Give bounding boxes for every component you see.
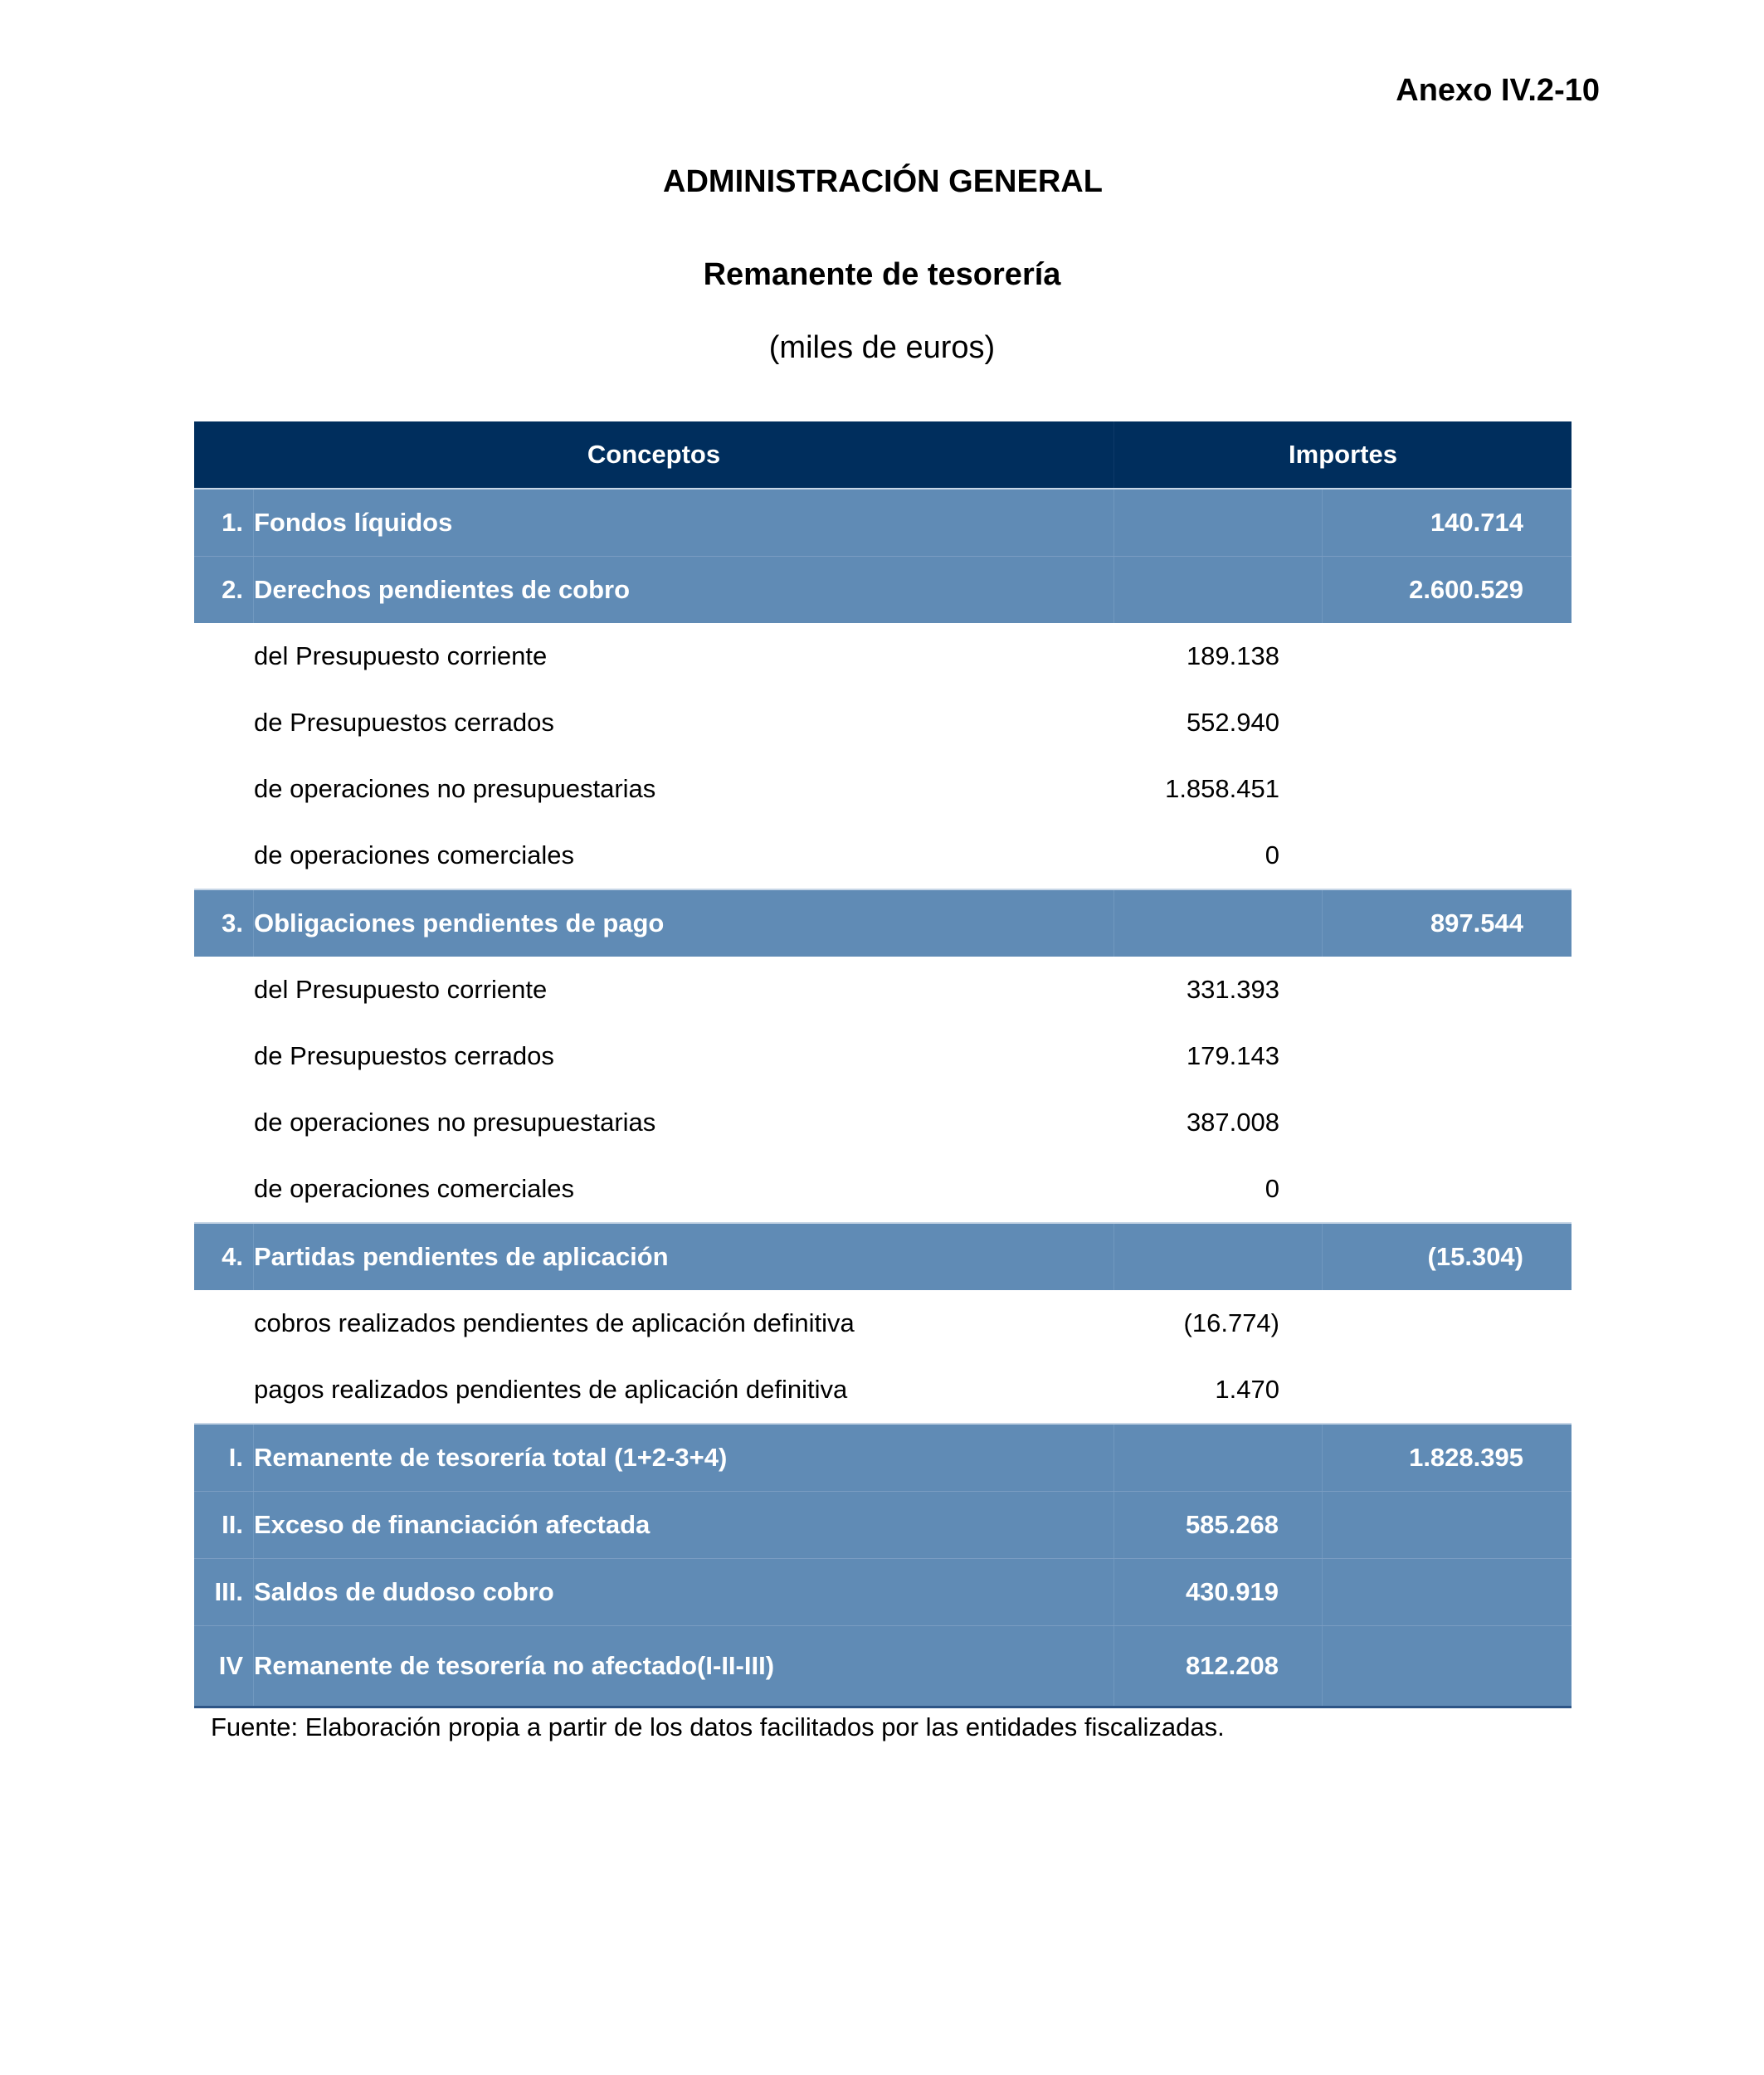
- row-partial-amount: [1114, 1425, 1323, 1491]
- row-total-amount: 1.828.395: [1409, 1443, 1523, 1472]
- row-partial-amount: 1.858.451: [1165, 774, 1279, 803]
- row-number: III.: [194, 1559, 254, 1625]
- header-amounts: Importes: [1289, 440, 1397, 469]
- row-number: 2.: [194, 557, 254, 623]
- row-number: [194, 756, 254, 822]
- table-detail-row: [194, 1023, 1572, 1089]
- row-partial-amount: 812.208: [1114, 1626, 1323, 1706]
- row-total-amount: 897.544: [1430, 908, 1523, 938]
- row-concept: Obligaciones pendientes de pago: [254, 890, 1114, 957]
- row-number: I.: [194, 1425, 254, 1491]
- table-header-row: [194, 421, 1572, 488]
- table-section-row: [194, 1222, 1572, 1290]
- units-label: (miles de euros): [768, 330, 996, 365]
- annex-label: Anexo IV.2-10: [1396, 73, 1600, 108]
- row-concept: de operaciones no presupuestarias: [254, 774, 656, 803]
- row-partial-amount: 1.470: [1215, 1375, 1279, 1404]
- row-total-amount: [1323, 689, 1572, 756]
- table-detail-row: [194, 1290, 1572, 1357]
- row-concept: del Presupuesto corriente: [254, 641, 548, 670]
- table-title: Remanente de tesorería: [703, 257, 1061, 292]
- row-number: [194, 957, 254, 1023]
- row-partial-amount: 387.008: [1186, 1108, 1279, 1137]
- row-concept: de operaciones no presupuestarias: [254, 1108, 656, 1137]
- row-partial-amount: 189.138: [1186, 641, 1279, 670]
- row-number: [194, 1357, 254, 1423]
- row-number: II.: [194, 1492, 254, 1558]
- row-total-amount: [1323, 1357, 1572, 1423]
- table-section-row: [194, 889, 1572, 957]
- table-detail-row: [194, 957, 1572, 1023]
- table-detail-row: [194, 1089, 1572, 1156]
- row-total-amount: [1323, 1089, 1572, 1156]
- row-total-amount: [1323, 1492, 1572, 1558]
- row-number: [194, 1089, 254, 1156]
- row-total-amount: [1323, 623, 1572, 689]
- row-partial-amount: [1114, 1224, 1323, 1290]
- header-concepts: Conceptos: [194, 421, 1114, 488]
- row-number: [194, 1023, 254, 1089]
- row-concept: cobros realizados pendientes de aplicación definitiva: [254, 1308, 855, 1337]
- row-number: [194, 822, 254, 889]
- row-number: [194, 623, 254, 689]
- row-concept: de operaciones comerciales: [254, 1174, 574, 1203]
- page-title: ADMINISTRACIÓN GENERAL: [663, 164, 1103, 199]
- row-partial-amount: (16.774): [1183, 1308, 1279, 1337]
- treasury-remainder-table: [194, 421, 1572, 1708]
- row-partial-amount: 552.940: [1186, 708, 1279, 737]
- row-total-amount: 140.714: [1430, 508, 1523, 537]
- row-number: [194, 1290, 254, 1357]
- row-number: 1.: [194, 490, 254, 556]
- source-note: Fuente: Elaboración propia a partir de los datos facilitados por las entidades fiscalizadas.: [211, 1712, 1225, 1741]
- row-partial-amount: 179.143: [1186, 1041, 1279, 1070]
- row-number: 3.: [194, 890, 254, 957]
- table-detail-row: [194, 756, 1572, 822]
- row-total-amount: [1323, 957, 1572, 1023]
- row-concept: de Presupuestos cerrados: [254, 708, 554, 737]
- table-section-row: [194, 488, 1572, 556]
- table-section-row: [194, 1625, 1572, 1708]
- row-partial-amount: [1114, 557, 1323, 623]
- table-detail-row: [194, 822, 1572, 889]
- row-concept: de operaciones comerciales: [254, 840, 574, 869]
- table-detail-row: [194, 1156, 1572, 1222]
- row-total-amount: [1323, 1290, 1572, 1357]
- table-detail-row: [194, 1357, 1572, 1423]
- row-partial-amount: [1114, 890, 1323, 957]
- table-body: [194, 488, 1572, 1708]
- row-partial-amount: 0: [1265, 840, 1279, 869]
- row-concept: Derechos pendientes de cobro: [254, 557, 1114, 623]
- row-number: 4.: [194, 1224, 254, 1290]
- row-number: [194, 1156, 254, 1222]
- table-detail-row: [194, 623, 1572, 689]
- row-total-amount: [1323, 1023, 1572, 1089]
- row-partial-amount: [1114, 490, 1323, 556]
- row-number: [194, 689, 254, 756]
- table-section-row: [194, 1558, 1572, 1625]
- row-concept: pagos realizados pendientes de aplicación definitiva: [254, 1375, 848, 1404]
- row-partial-amount: 0: [1265, 1174, 1279, 1203]
- table-detail-row: [194, 689, 1572, 756]
- row-number: IV: [194, 1626, 254, 1706]
- table-section-row: [194, 1491, 1572, 1558]
- table-section-row: [194, 556, 1572, 623]
- row-concept: Partidas pendientes de aplicación: [254, 1224, 1114, 1290]
- row-total-amount: 2.600.529: [1409, 575, 1523, 604]
- row-partial-amount: 585.268: [1114, 1492, 1323, 1558]
- row-total-amount: [1323, 822, 1572, 889]
- row-concept: Saldos de dudoso cobro: [254, 1559, 1114, 1625]
- row-concept: Exceso de financiación afectada: [254, 1492, 1114, 1558]
- row-concept: Remanente de tesorería no afectado(I-II-III): [254, 1626, 1114, 1706]
- table-section-row: [194, 1423, 1572, 1491]
- row-partial-amount: 331.393: [1186, 975, 1279, 1004]
- row-total-amount: [1323, 756, 1572, 822]
- row-concept: del Presupuesto corriente: [254, 975, 548, 1004]
- row-concept: de Presupuestos cerrados: [254, 1041, 554, 1070]
- row-total-amount: [1323, 1156, 1572, 1222]
- row-concept: Remanente de tesorería total (1+2-3+4): [254, 1425, 1114, 1491]
- row-concept: Fondos líquidos: [254, 490, 1114, 556]
- row-total-amount: [1323, 1559, 1572, 1625]
- row-total-amount: [1323, 1626, 1572, 1706]
- row-total-amount: (15.304): [1427, 1242, 1523, 1271]
- row-partial-amount: 430.919: [1114, 1559, 1323, 1625]
